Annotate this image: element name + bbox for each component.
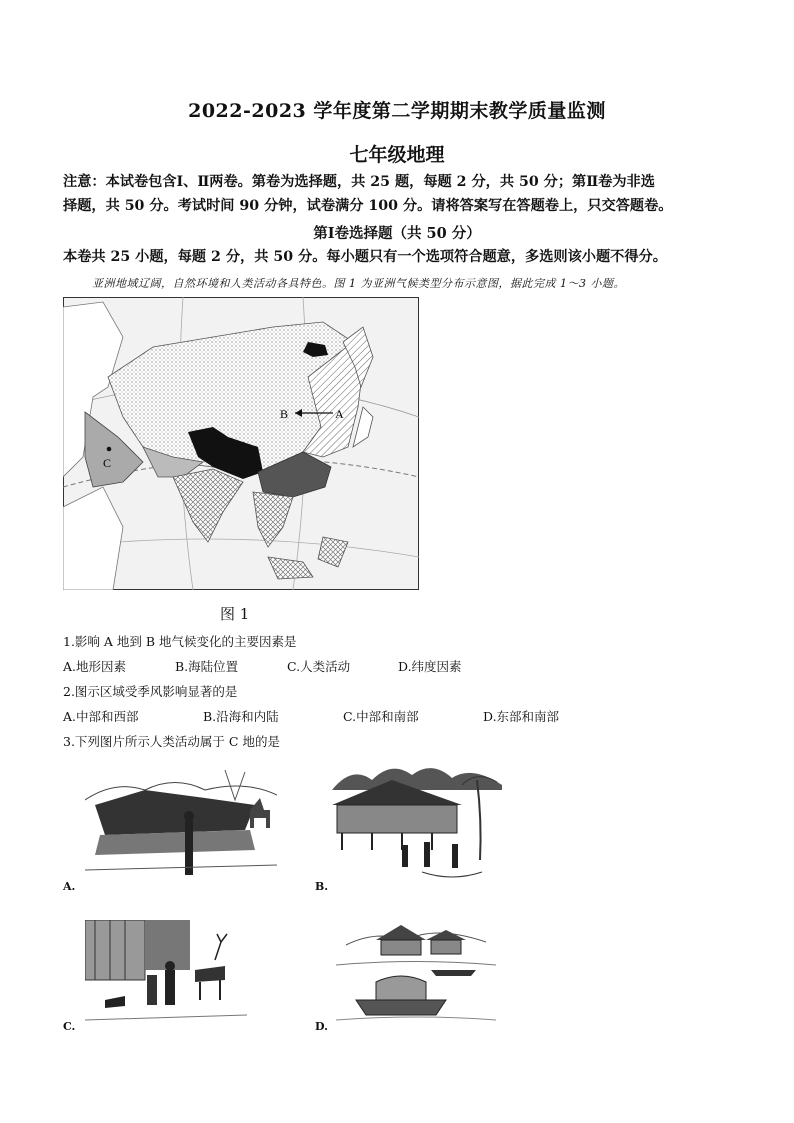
- picture-b-stilt-house: [332, 760, 502, 885]
- notice-line-2: 择题，共 50 分。考试时间 90 分钟，试卷满分 100 分。请将答案写在答题卷上，只交答题卷。: [63, 198, 673, 214]
- question-3-stem: 3.下列图片所示人类活动属于 C 地的是: [63, 734, 280, 749]
- q2-option-d[interactable]: D.东部和南部: [483, 709, 560, 724]
- exam-subtitle: 七年级地理: [349, 144, 445, 166]
- q3-option-b[interactable]: B.: [315, 880, 329, 893]
- section-title: 第Ⅰ卷选择题（共 50 分）: [313, 225, 481, 242]
- q2-option-c[interactable]: C.中部和南部: [343, 709, 419, 724]
- q1-option-d[interactable]: D.纬度因素: [398, 659, 462, 674]
- q3-option-a[interactable]: A.: [63, 880, 76, 893]
- map-label-a: A: [335, 407, 344, 421]
- question-intro: 亚洲地域辽阔，自然环境和人类活动各具特色。图 1 为亚洲气候类型分布示意图，据此完成 1～3 小题。: [92, 277, 625, 290]
- map-label-c: C: [103, 456, 112, 470]
- q1-option-a[interactable]: A.地形因素: [63, 659, 127, 674]
- question-2-stem: 2.图示区域受季风影响显著的是: [63, 684, 238, 699]
- asia-climate-map-svg: [63, 297, 419, 590]
- q2-option-b[interactable]: B.沿海和内陆: [203, 709, 279, 724]
- notice-line-1: 注意：本试卷包含Ⅰ、Ⅱ两卷。第卷为选择题，共 25 题，每题 2 分，共 50 分；第Ⅱ卷为非选: [63, 174, 655, 190]
- q2-option-a[interactable]: A.中部和西部: [63, 709, 139, 724]
- picture-d-boats: [336, 920, 496, 1030]
- map-label-b: B: [280, 407, 289, 421]
- exam-title: 2022-2023 学年度第二学期期末教学质量监测: [188, 100, 606, 122]
- map-caption: 图 1: [220, 605, 250, 623]
- section-instruction: 本卷共 25 小题，每题 2 分，共 50 分。每小题只有一个选项符合题意，多选则该小题不得分。: [63, 249, 667, 265]
- asia-climate-map: [63, 297, 419, 590]
- q3-option-d[interactable]: D.: [315, 1020, 328, 1033]
- q1-option-c[interactable]: C.人类活动: [287, 659, 351, 674]
- picture-a-desert-tent: [85, 760, 277, 890]
- picture-c-reindeer-sled: [85, 920, 247, 1032]
- question-1-stem: 1.影响 A 地到 B 地气候变化的主要因素是: [63, 634, 297, 649]
- q3-option-c[interactable]: C.: [63, 1020, 76, 1033]
- q1-option-b[interactable]: B.海陆位置: [175, 659, 239, 674]
